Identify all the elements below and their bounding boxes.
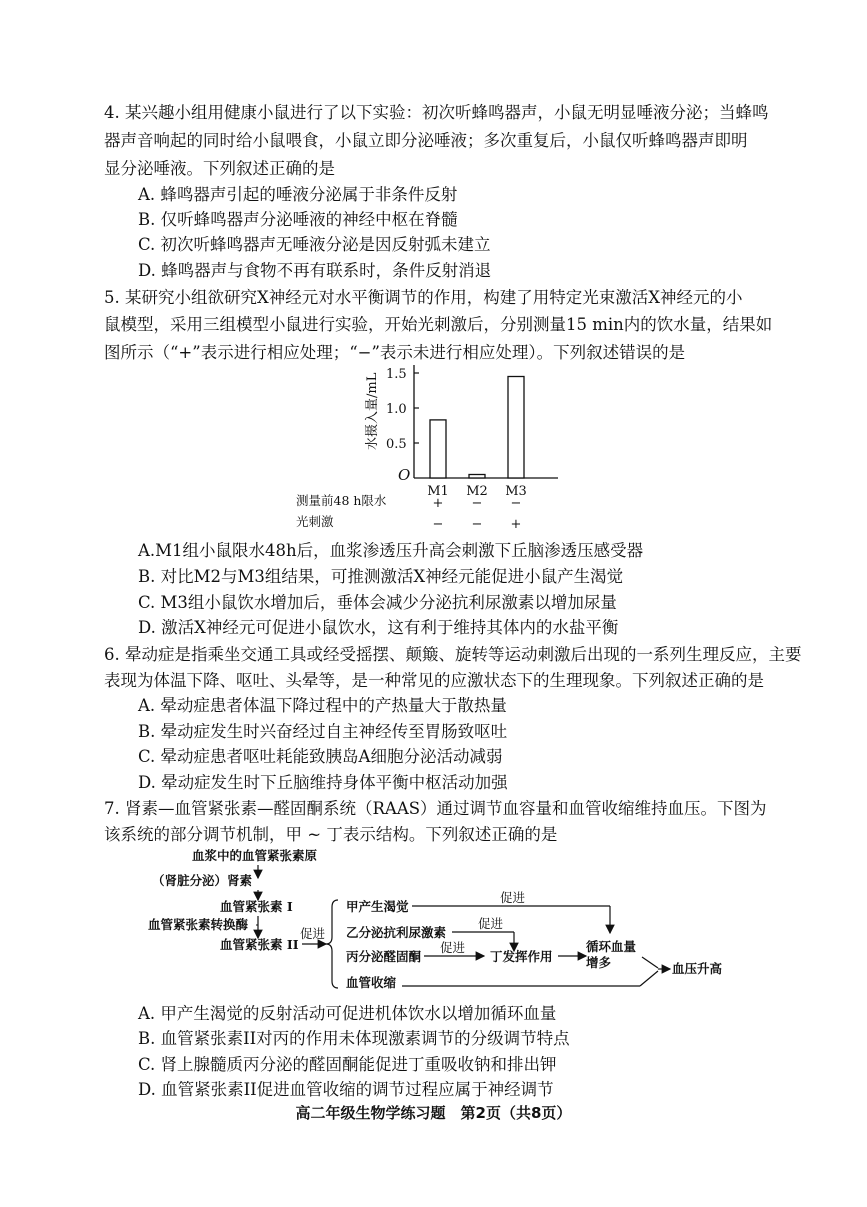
x-tick-label: M3: [505, 484, 527, 499]
q5-stem-line-3: 图所示（“+”表示进行相应处理；“−”表示未进行相应处理）。下列叙述错误的是: [104, 343, 686, 362]
diagram-renin: （肾脏分泌）肾素: [152, 873, 253, 888]
condition-mark: −: [471, 517, 483, 532]
diagram-promote-1: 促进: [300, 926, 326, 941]
diagram-ace: 血管紧张素转换酶: [148, 917, 249, 932]
diagram-promote-3: 促进: [478, 916, 504, 931]
q5-option-c: C. M3组小鼠饮水增加后，垂体会减少分泌抗利尿激素以增加尿量: [138, 593, 617, 612]
q6-stem-line-2: 表现为体温下降、呕吐、头晕等，是一种常见的应激状态下的生理现象。下列叙述正确的是: [104, 671, 764, 690]
q6-option-c: C. 晕动症患者呕吐耗能致胰岛A细胞分泌活动减弱: [138, 747, 503, 766]
diagram-blood-volume-1: 循环血量: [586, 939, 637, 954]
condition-label: 光刺激: [296, 514, 334, 529]
diagram-bp: 血压升高: [672, 961, 723, 976]
condition-mark: −: [510, 496, 522, 511]
q7-option-c: C. 肾上腺髓质丙分泌的醛固酮能促进丁重吸收钠和排出钾: [138, 1055, 557, 1074]
diagram-vaso: 血管收缩: [346, 975, 397, 990]
q5-option-a: A.M1组小鼠限水48h后，血浆渗透压升高会刺激下丘脑渗透压感受器: [138, 541, 644, 560]
q7-option-d: D. 血管紧张素II促进血管收缩的调节过程应属于神经调节: [138, 1080, 554, 1099]
diagram-brace: [326, 900, 338, 988]
origin-label: O: [398, 466, 411, 484]
q6-option-b: B. 晕动症发生时兴奋经过自主神经传至胃肠致呕吐: [138, 722, 508, 741]
water-intake-bar-chart: [290, 360, 570, 540]
condition-mark: +: [510, 517, 522, 532]
bar-m2: [469, 475, 485, 479]
q4-option-a: A. 蜂鸣器声引起的唾液分泌属于非条件反射: [138, 185, 458, 204]
raas-flow-diagram: [140, 845, 740, 995]
diagram-adh: 乙分泌抗利尿激素: [346, 925, 447, 940]
condition-label: 测量前48 h限水: [296, 493, 387, 508]
q4-stem-line-3: 显分泌唾液。下列叙述正确的是: [104, 159, 335, 178]
y-tick-label: 1.0: [386, 402, 407, 417]
q7-stem-line-1: 7. 肾素—血管紧张素—醛固酮系统（RAAS）通过调节血容量和血管收缩维持血压。下图为: [104, 799, 767, 818]
diagram-promote-2: 促进: [500, 890, 526, 905]
x-tick-label: M2: [466, 484, 488, 499]
condition-mark: −: [471, 496, 483, 511]
diagram-ang1: 血管紧张素 I: [220, 899, 293, 914]
condition-mark: +: [432, 496, 444, 511]
diagram-promote-4: 促进: [440, 940, 466, 955]
y-tick-label: 0.5: [386, 437, 407, 452]
q4-option-c: C. 初次听蜂鸣器声无唾液分泌是因反射弧未建立: [138, 235, 491, 254]
q5-stem-line-1: 5. 某研究小组欲研究X神经元对水平衡调节的作用，构建了用特定光束激活X神经元的小: [104, 288, 743, 307]
q4-option-b: B. 仅听蜂鸣器声分泌唾液的神经中枢在脊髓: [138, 210, 458, 229]
q7-option-a: A. 甲产生渴觉的反射活动可促进机体饮水以增加循环血量: [138, 1004, 557, 1023]
condition-mark: −: [432, 517, 444, 532]
q5-stem-line-2: 鼠模型，采用三组模型小鼠进行实验，开始光刺激后，分别测量15 min内的饮水量，结果如: [104, 315, 773, 334]
diagram-thirst: 甲产生渴觉: [346, 899, 409, 914]
q7-option-b: B. 血管紧张素II对丙的作用未体现激素调节的分级调节特点: [138, 1029, 570, 1048]
q6-option-d: D. 晕动症发生时下丘脑维持身体平衡中枢活动加强: [138, 773, 508, 792]
x-tick-label: M1: [427, 484, 449, 499]
page-footer: 高二年级生物学练习题 第2页（共8页）: [295, 1104, 572, 1122]
q4-stem-line-2: 器声音响起的同时给小鼠喂食，小鼠立即分泌唾液；多次重复后，小鼠仅听蜂鸣器声即明: [104, 131, 748, 150]
q5-option-d: D. 激活X神经元可促进小鼠饮水，这有利于维持其体内的水盐平衡: [138, 618, 619, 637]
diagram-ding: 丁发挥作用: [490, 949, 553, 964]
diagram-source: 血浆中的血管紧张素原: [192, 848, 318, 863]
y-tick-label: 1.5: [386, 367, 407, 382]
diagram-blood-volume-2: 增多: [586, 955, 612, 970]
q7-stem-line-2: 该系统的部分调节机制，甲 ~ 丁表示结构。下列叙述正确的是: [104, 825, 558, 844]
bar-m1: [430, 420, 446, 478]
diagram-ang2: 血管紧张素 II: [220, 937, 299, 952]
q5-option-b: B. 对比M2与M3组结果，可推测激活X神经元能促进小鼠产生渴觉: [138, 567, 624, 586]
diagram-ald: 丙分泌醛固酮: [346, 949, 422, 964]
y-axis-label: 水摄入量/mL: [365, 372, 380, 450]
q6-option-a: A. 晕动症患者体温下降过程中的产热量大于散热量: [138, 696, 507, 715]
bar-m3: [508, 377, 524, 479]
q6-stem-line-1: 6. 晕动症是指乘坐交通工具或经受摇摆、颠簸、旋转等运动刺激后出现的一系列生理反应，主要: [104, 645, 802, 664]
q4-stem-line-1: 4. 某兴趣小组用健康小鼠进行了以下实验：初次听蜂鸣器声，小鼠无明显唾液分泌；当蜂鸣: [104, 103, 769, 122]
q4-option-d: D. 蜂鸣器声与食物不再有联系时，条件反射消退: [138, 261, 492, 280]
